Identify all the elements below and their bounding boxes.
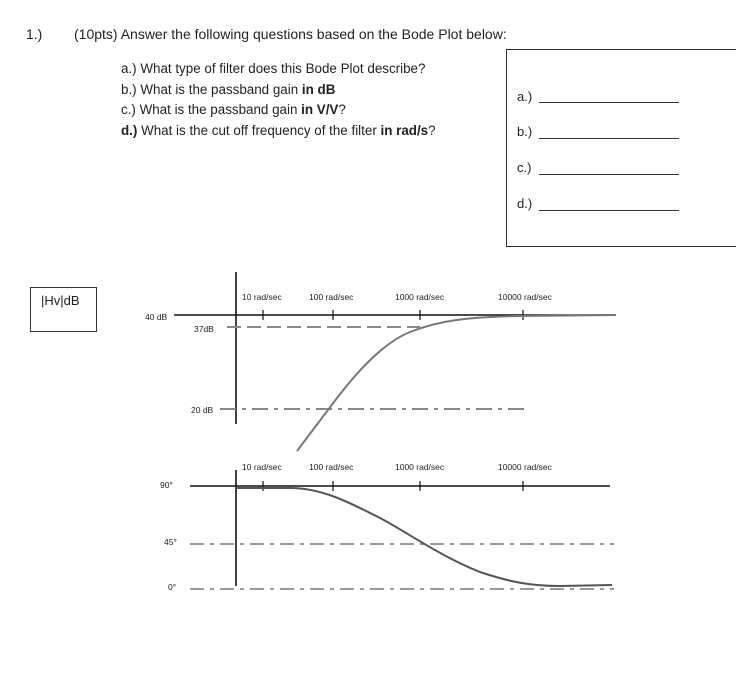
- part-d-bold: in rad/s: [380, 123, 429, 138]
- part-a-prefix: a.): [121, 61, 137, 76]
- answer-label-c: c.): [517, 160, 532, 175]
- magnitude-label-box: |Hv|dB: [30, 287, 97, 332]
- part-c-suffix: ?: [338, 102, 346, 117]
- mag-xtick-label-1000: 1000 rad/sec: [395, 292, 445, 302]
- magnitude-series-line: [297, 315, 616, 451]
- part-d-text: What is the cut off frequency of the filter: [137, 123, 381, 138]
- phase-plot: [160, 462, 614, 592]
- answer-label-d: d.): [517, 196, 533, 211]
- mag-ytick-label-20: 20 dB: [191, 405, 214, 415]
- phase-xtick-label-100: 100 rad/sec: [309, 462, 354, 472]
- phase-xtick-label-10: 10 rad/sec: [242, 462, 282, 472]
- part-a-text: What type of filter does this Bode Plot describe?: [136, 61, 426, 76]
- phase-ytick-label-90: 90°: [160, 480, 173, 490]
- part-b-prefix: b.): [121, 82, 137, 97]
- phase-ytick-label-0: 0°: [168, 582, 177, 592]
- phase-ytick-label-45: 45°: [164, 537, 177, 547]
- mag-xtick-label-10: 10 rad/sec: [242, 292, 282, 302]
- magnitude-plot: [145, 272, 616, 451]
- part-b-bold: in dB: [301, 82, 336, 97]
- part-c-prefix: c.): [121, 102, 136, 117]
- mag-xtick-label-100: 100 rad/sec: [309, 292, 354, 302]
- part-c-text: What is the passband gain: [135, 102, 302, 117]
- part-d-suffix: ?: [428, 123, 436, 138]
- phase-xtick-label-1000: 1000 rad/sec: [395, 462, 445, 472]
- part-b-text: What is the passband gain: [136, 82, 302, 97]
- mag-xtick-label-10000: 10000 rad/sec: [498, 292, 552, 302]
- mag-ytick-label-37: 37dB: [194, 324, 214, 334]
- part-c-bold: in V/V: [301, 102, 339, 117]
- phase-series-line: [236, 488, 612, 586]
- question-intro: (10pts) Answer the following questions based on the Bode Plot below:: [74, 26, 507, 42]
- part-d-prefix: d.): [121, 123, 138, 138]
- answer-label-b: b.): [517, 124, 533, 139]
- question-number: 1.): [26, 26, 43, 42]
- answer-label-a: a.): [517, 89, 533, 104]
- phase-xtick-label-10000: 10000 rad/sec: [498, 462, 552, 472]
- mag-ytick-label-40: 40 dB: [145, 312, 168, 322]
